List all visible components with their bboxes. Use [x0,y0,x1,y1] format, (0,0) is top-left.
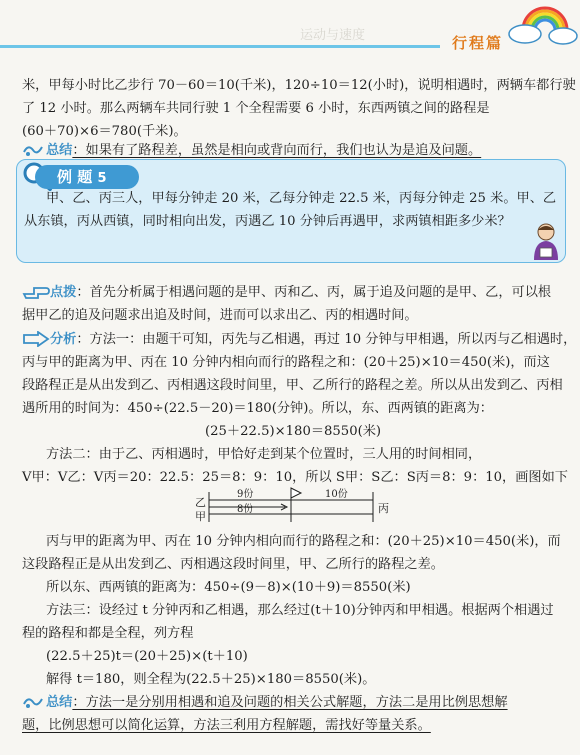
analysis-line: 遇所用的时间为：450÷(22.5－20)＝180(分钟)。所以，东、西两镇的距离为： [22,401,493,416]
analysis-text: ：方法一：由题干可知，丙先与乙相遇，再过 10 分钟与甲相遇，所以丙与乙相遇时， [76,332,577,347]
equation-line: (22.5＋25)t＝(20＋25)×(t＋10) [46,649,248,664]
ratio-line: V甲：V乙：V丙＝20：22.5：25＝8：9：10，所以 S甲：S乙：S丙＝8：9：10，画图如下 [22,470,568,485]
analysis-line: 方法二：由于乙、丙相遇时，甲恰好走到某个位置时，三人用的时间相同， [46,447,482,462]
summary-text: ：方法一是分别用相遇和追及问题的相关公式解题，方法二是用比例思想解 [72,695,508,710]
label-jia: 甲 [195,510,206,523]
summary-swirl-icon [22,142,44,158]
summary-label: 总结 [46,143,73,158]
analysis-line: 方法三：设经过 t 分钟丙和乙相遇，那么经过(t＋10)分钟丙和甲相遇。根据两个相遇过 [46,603,554,618]
analysis-line: 程的路程和都是全程，列方程 [22,626,194,641]
summary-label: 总结 [46,695,73,710]
analysis-line: 这段路程正是从出发到乙、丙相遇这段时间里，甲、乙所行的路程之差。 [22,557,444,572]
page-header [0,0,580,52]
example-title: 例 题 [57,168,93,186]
example-line: 从东镇，丙从西镇，同时相向出发，丙遇乙 10 分钟后再遇甲，求两镇相距多少米？ [24,214,511,229]
example-label [35,165,139,189]
header-faint-text: 运动与速度 [300,28,366,43]
text-line: 了 12 小时。那么两辆车共同行驶 1 个全程需要 6 小时，东西两镇之间的路程是 [22,101,490,116]
hint-label: 点拨 [50,285,77,300]
summary-text: 题，比例思想可以简化运算，方法三利用方程解题，需找好等量关系。 [22,718,431,733]
analysis-line: 丙与甲的距离为甲、丙在 10 分钟内相向而行的路程之和：(20＋25)×10＝450(米)，而这 [22,355,550,370]
analysis-line: 丙与甲的距离为甲、丙在 10 分钟内相向而行的路程之和：(20＋25)×10＝450(米)，而 [46,534,561,549]
label-bing: 丙 [378,502,389,515]
summary-text: ：如果有了路程差，虽然是相向或背向而行，我们也认为是追及问题。 [72,143,482,158]
flag-icon [291,488,301,498]
hint-text: ：首先分析属于相遇问题的是甲、丙和乙、丙，属于追及问题的是甲、乙，可以根 [76,285,552,300]
summary-line [22,717,431,735]
summary-line [46,694,508,712]
summary-swirl-icon [22,694,44,710]
text-line: (60＋70)×6＝780(千米)。 [22,124,187,139]
seg-bing-label: 10份 [325,489,348,500]
analysis-line: 所以东、西两镇的距离为：450÷(9－8)×(10＋9)＝8550(米) [46,580,411,595]
rainbow-cloud-icon [505,0,580,48]
student-figure-icon [528,222,564,262]
analysis-line: 段路程正是从出发到乙、丙相遇这段时间里，甲、乙所行的路程之差。所以从出发到乙、丙相 [22,378,563,393]
hint-line [50,284,551,302]
seg-yi-label: 9份 [237,489,254,500]
arrow-right-icon [22,331,50,347]
text-line: 米，甲每小时比乙步行 70－60＝10(千米)，120÷10＝12(小时)，说明相遇时，两辆车都行驶 [22,78,576,93]
analysis-label: 分析 [50,332,77,347]
analysis-line: 解得 t＝180，则全程为(22.5＋25)×180＝8550(米)。 [46,672,376,687]
example-number: 5 [97,171,107,186]
header-rule [0,45,440,48]
summary-line [46,142,481,160]
pointing-hand-icon [22,284,50,300]
analysis-line [50,331,576,349]
formula-line: (25＋22.5)×180＝8550(米) [205,424,382,439]
chapter-title: 行程篇 [452,34,504,52]
label-yi: 乙 [195,496,206,509]
example-line: 甲、乙、丙三人，甲每分钟走 20 米，乙每分钟走 22.5 米，丙每分钟走 25 米。甲、乙 [46,191,557,206]
hint-line: 据甲乙的追及问题求出追及时间，进而可以求出乙、丙的相遇时间。 [22,308,418,323]
seg-jia-label: 8份 [237,504,254,515]
